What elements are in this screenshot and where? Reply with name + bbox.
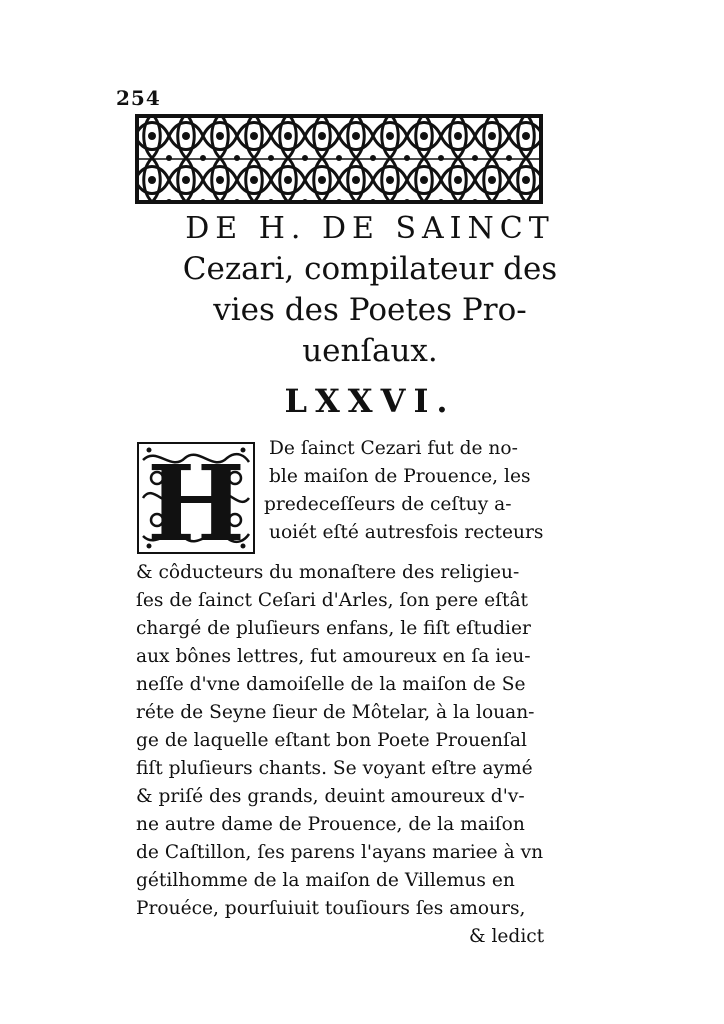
chapter-title bbox=[100, 208, 640, 372]
text-line: réte de Seyne ſieur de Môtelar, à la louan- bbox=[136, 702, 535, 723]
text-line: ge de laquelle eſtant bon Poete Prouenſal bbox=[136, 730, 527, 751]
text-line: ne autre dame de Prouence, de la maiſon bbox=[136, 814, 525, 835]
chapter-number: LXXVI. bbox=[284, 382, 456, 420]
decorated-initial bbox=[137, 442, 255, 554]
text-line: Prouéce, pourſuiuit touſiours ſes amours, bbox=[136, 898, 526, 919]
text-line: ble maiſon de Prouence, les bbox=[269, 466, 531, 487]
drop-cap-letter: H bbox=[146, 442, 246, 554]
text-line: & côducteurs du monaſtere des religieu- bbox=[136, 562, 520, 583]
ornamental-headpiece bbox=[135, 114, 543, 204]
page-number: 254 bbox=[116, 86, 161, 110]
text-line: ſes de ſainct Ceſari d'Arles, ſon pere eſtât bbox=[136, 590, 529, 611]
title-line: DE H. DE SAINCT bbox=[185, 211, 555, 246]
text-line: chargé de pluſieurs enfans, le fiſt eſtudier bbox=[136, 618, 531, 639]
text-line: & priſé des grands, deuint amoureux d'v- bbox=[136, 786, 525, 807]
text-line: predeceſſeurs de ceſtuy a- bbox=[264, 494, 512, 515]
text-line: gétilhomme de la maiſon de Villemus en bbox=[136, 870, 515, 891]
catchword: & ledict bbox=[469, 926, 545, 947]
text-line: neſſe d'vne damoiſelle de la maiſon de Se bbox=[136, 674, 526, 695]
text-line: de Caſtillon, ſes parens l'ayans mariee à vn bbox=[136, 842, 544, 863]
title-line: vies des Poetes Pro- bbox=[213, 292, 527, 328]
title-line: uenſaux. bbox=[302, 333, 438, 369]
text-line: aux bônes lettres, fut amoureux en ſa ieu- bbox=[136, 646, 531, 667]
text-line: fiſt pluſieurs chants. Se voyant eſtre aymé bbox=[136, 758, 533, 779]
text-line: uoiét eſté autresfois recteurs bbox=[269, 522, 544, 543]
text-line: De ſainct Cezari fut de no- bbox=[269, 438, 518, 459]
title-line: Cezari, compilateur des bbox=[182, 251, 558, 287]
